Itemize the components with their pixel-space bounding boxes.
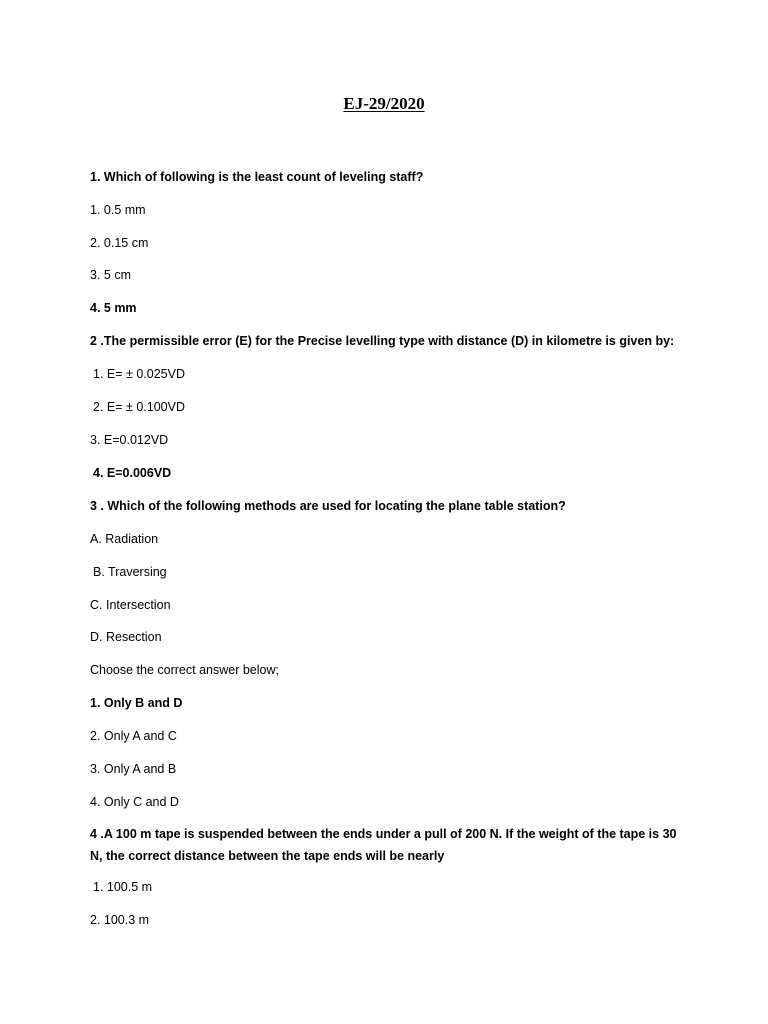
question-3-text: 3 . Which of the following methods are used for locating the plane table station? (90, 499, 566, 513)
question-4-option-2: 2. 100.3 m (90, 913, 150, 927)
question-3-prompt: Choose the correct answer below; (90, 663, 279, 677)
question-1-text: 1. Which of following is the least count of leveling staff? (90, 170, 424, 184)
question-3-option-2: 2. Only A and C (90, 729, 177, 743)
question-3-method-c: C. Intersection (90, 598, 171, 612)
question-3-option-4: 4. Only C and D (90, 795, 179, 809)
question-3-method-a: A. Radiation (90, 532, 159, 546)
question-2-option-1: 1. E= ± 0.025VD (93, 367, 185, 381)
document-title: EJ-29/2020 (343, 94, 425, 113)
question-3-option-3: 3. Only A and B (90, 762, 177, 776)
question-2-option-3: 3. E=0.012VD (90, 433, 169, 447)
question-3-option-1-answer: 1. Only B and D (90, 696, 183, 710)
question-4-option-1: 1. 100.5 m (93, 880, 153, 894)
question-2-option-2: 2. E= ± 0.100VD (93, 400, 185, 414)
question-2-text: 2 .The permissible error (E) for the Precise levelling type with distance (D) in kilometre is given by: (90, 334, 675, 348)
question-1-option-4-answer: 4. 5 mm (90, 301, 137, 315)
question-2-option-4-answer: 4. E=0.006VD (93, 466, 172, 480)
question-1-option-2: 2. 0.15 cm (90, 236, 149, 250)
question-1-option-1: 1. 0.5 mm (90, 203, 146, 217)
question-1-option-3: 3. 5 cm (90, 268, 131, 282)
question-3-method-d: D. Resection (90, 630, 162, 644)
question-3-method-b: B. Traversing (93, 565, 167, 579)
question-4-text: 4 .A 100 m tape is suspended between the ends under a pull of 200 N. If the weight of the tape is 30 N, the correct distance between the tape ends will be nearly (90, 827, 677, 863)
